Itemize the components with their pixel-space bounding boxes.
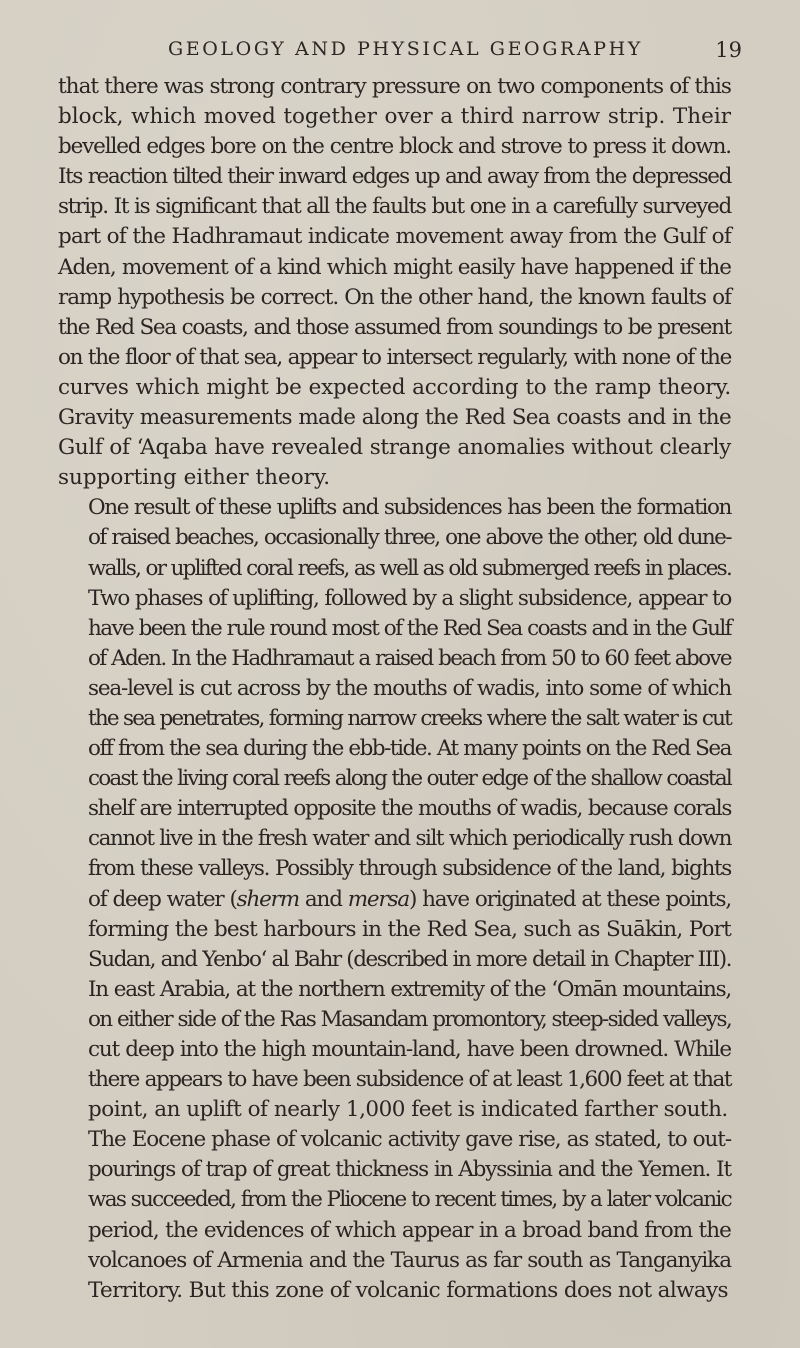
text-line: Its reaction tilted their inward edges up and away from the depressed [58, 164, 731, 190]
text-line: Gulf of ‘Aqaba have revealed strange anomalies without clearly [58, 435, 731, 461]
text-line: the Red Sea coasts, and those assumed from soundings to be present [58, 314, 731, 340]
text-line: there appears to have been subsidence of at least 1,600 feet at that [88, 1067, 731, 1093]
text-line: of deep water (sherm and mersa) have originated at these points, [88, 886, 731, 912]
text-line: have been the rule round most of the Red Sea coasts and in the Gulf [88, 615, 731, 641]
text-line: shelf are interrupted opposite the mouths of wadis, because corals [88, 796, 731, 822]
text-line: of Aden. In the Hadhramaut a raised beach from 50 to 60 feet above [88, 645, 731, 671]
text-line: In east Arabia, at the northern extremity of the ‘Omān mountains, [88, 976, 731, 1002]
text-line: of raised beaches, occasionally three, one above the other, old dune- [88, 525, 731, 551]
text-line: on either side of the Ras Masandam promontory, steep-sided valleys, [88, 1006, 731, 1032]
text-line: block, which moved together over a third narrow strip. Their [58, 104, 731, 130]
page-number: 19 [715, 38, 742, 62]
running-title: GEOLOGY AND PHYSICAL GEOGRAPHY [168, 38, 643, 60]
running-head [60, 38, 742, 68]
text-line: part of the Hadhramaut indicate movement away from the Gulf of [58, 224, 731, 250]
text-line: strip. It is significant that all the faults but one in a carefully surveyed [58, 194, 731, 220]
text-line: on the floor of that sea, appear to intersect regularly, with none of the [58, 344, 731, 370]
text-line: walls, or uplifted coral reefs, as well as old submerged reefs in places. [88, 555, 731, 581]
text-line: Sudan, and Yenbo‘ al Bahr (described in more detail in Chapter III). [88, 946, 731, 972]
text-line: period, the evidences of which appear in a broad band from the [88, 1217, 731, 1243]
text-line: forming the best harbours in the Red Sea, such as Suākin, Port [88, 916, 731, 942]
paragraph [58, 72, 731, 493]
text-line: volcanoes of Armenia and the Taurus as far south as Tanganyika [88, 1247, 731, 1273]
text-line: ramp hypothesis be correct. On the other hand, the known faults of [58, 284, 731, 310]
text-line: Gravity measurements made along the Red Sea coasts and in the [58, 405, 731, 431]
text-line: One result of these uplifts and subsidences has been the formation [88, 495, 731, 521]
paragraph [58, 493, 731, 1125]
text-line: the sea penetrates, forming narrow creeks where the salt water is cut [88, 705, 731, 731]
text-line: sea-level is cut across by the mouths of wadis, into some of which [88, 675, 731, 701]
text-line: point, an uplift of nearly 1,000 feet is indicated farther south. [88, 1097, 728, 1123]
text-line: curves which might be expected according to the ramp theory. [58, 374, 731, 400]
text-line: from these valleys. Possibly through subsidence of the land, bights [88, 856, 731, 882]
text-line: Two phases of uplifting, followed by a slight subsidence, appear to [88, 585, 731, 611]
text-line: cannot live in the fresh water and silt which periodically rush down [88, 826, 731, 852]
text-line: was succeeded, from the Pliocene to recent times, by a later volcanic [88, 1187, 731, 1213]
text-line: Territory. But this zone of volcanic formations does not always [88, 1277, 728, 1303]
text-line: off from the sea during the ebb-tide. At many points on the Red Sea [88, 736, 731, 762]
text-line: that there was strong contrary pressure on two components of this [58, 74, 731, 99]
paragraph [58, 1125, 731, 1306]
text-line: supporting either theory. [58, 465, 331, 491]
body-text [58, 72, 731, 1306]
text-line: cut deep into the high mountain-land, have been drowned. While [88, 1037, 731, 1062]
text-line: Aden, movement of a kind which might easily have happened if the [58, 254, 731, 280]
text-line: The Eocene phase of volcanic activity gave rise, as stated, to out- [88, 1127, 731, 1153]
text-line: bevelled edges bore on the centre block and strove to press it down. [58, 134, 731, 160]
text-line: pourings of trap of great thickness in Abyssinia and the Yemen. It [88, 1157, 731, 1183]
text-line: coast the living coral reefs along the outer edge of the shallow coastal [88, 766, 731, 792]
